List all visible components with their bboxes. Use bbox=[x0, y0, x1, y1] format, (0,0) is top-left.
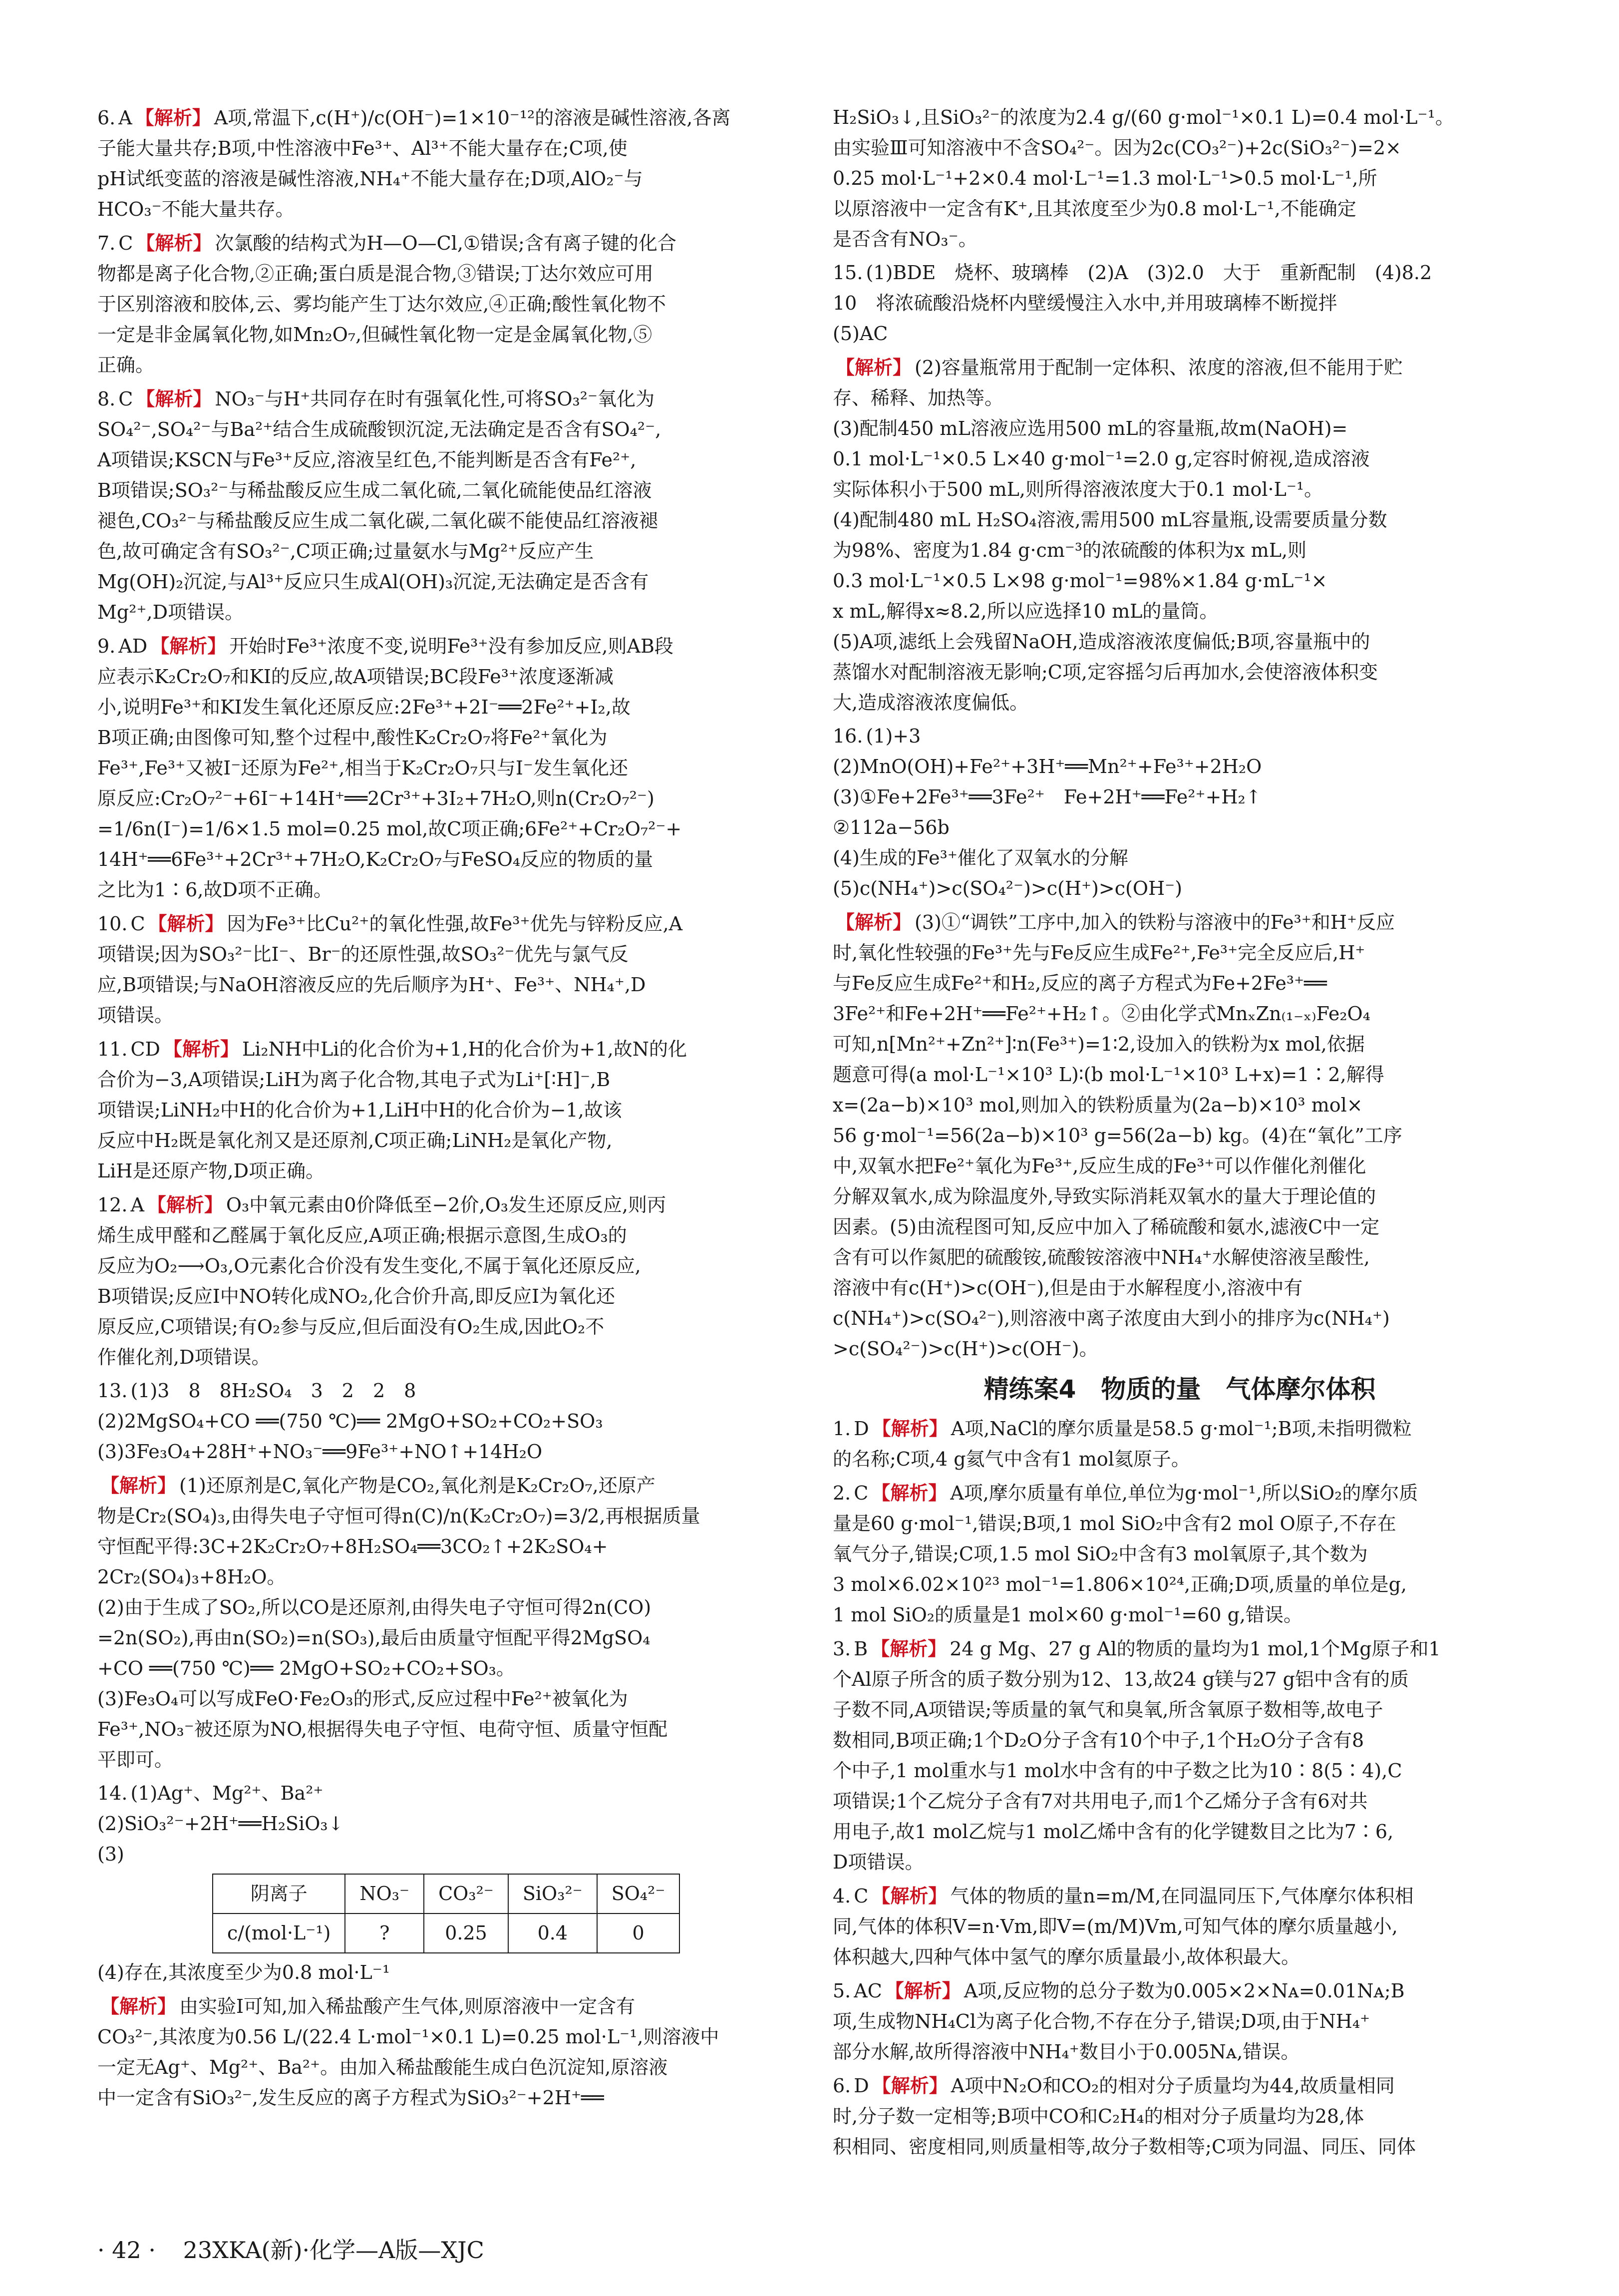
answer-line bbox=[97, 228, 791, 259]
text-line: (4)生成的Fe³⁺催化了双氧水的分解 bbox=[833, 847, 1128, 869]
ion-table bbox=[212, 1874, 680, 1953]
section-title: 精练案4 物质的量 气体摩尔体积 bbox=[983, 1375, 1376, 1404]
text-line: 开始时Fe³⁺浓度不变,说明Fe³⁺没有参加反应,则AB段 bbox=[229, 635, 673, 657]
right-items bbox=[833, 102, 1527, 1364]
text-line: 部分水解,故所得溶液中NH₄⁺数目小于0.005Nᴀ,错误。 bbox=[833, 2041, 1300, 2063]
ion-table-header: NO₃⁻ bbox=[345, 1874, 424, 1913]
text-line: 与Fe反应生成Fe²⁺和H₂,反应的离子方程式为Fe+2Fe³⁺══ bbox=[833, 972, 1327, 994]
text-line: D项错误。 bbox=[833, 1851, 924, 1873]
text-line: B项正确;由图像可知,整个过程中,酸性K₂Cr₂O₇将Fe²⁺氧化为 bbox=[97, 727, 608, 749]
text-line: SO₄²⁻,SO₄²⁻与Ba²⁺结合生成硫酸钡沉淀,无法确定是否含有SO₄²⁻, bbox=[97, 418, 661, 440]
text-line: 物是Cr₂(SO₄)₃,由得失电子守恒可得n(C)/n(K₂Cr₂O₇)=3/2,再根据质量 bbox=[97, 1505, 700, 1527]
text-line: Li₂NH中Li的化合价为+1,H的化合价为+1,故N的化 bbox=[242, 1038, 687, 1060]
text-line: 之比为1∶6,故D项不正确。 bbox=[97, 879, 332, 901]
text-line: 为98%、密度为1.84 g·cm⁻³的浓硫酸的体积为x mL,则 bbox=[833, 539, 1307, 561]
text-line: A项,常温下,c(H⁺)/c(OH⁻)=1×10⁻¹²的溶液是碱性溶液,各离 bbox=[214, 107, 731, 129]
answer-item bbox=[97, 1189, 791, 1373]
answer-key: AD bbox=[118, 635, 148, 657]
text-line: Fe³⁺,Fe³⁺又被I⁻还原为Fe²⁺,相当于K₂Cr₂O₇只与I⁻发生氧化还 bbox=[97, 757, 628, 779]
answer-line bbox=[833, 102, 1527, 133]
answer-item bbox=[833, 721, 1527, 904]
text-line: 的名称;C项,4 g氦气中含有1 mol氦原子。 bbox=[833, 1448, 1190, 1470]
answer-line bbox=[833, 1413, 1527, 1444]
text-line: 合价为−3,A项错误;LiH为离子化合物,其电子式为Li⁺[∶H]⁻,B bbox=[97, 1069, 611, 1091]
question-number: 3. bbox=[833, 1638, 851, 1660]
text-line: 体积越大,四种气体中氢气的摩尔质量最小,故体积最大。 bbox=[833, 1946, 1300, 1968]
text-line: 反应中H₂既是氧化剂又是还原剂,C项正确;LiNH₂是氧化产物, bbox=[97, 1130, 613, 1151]
question-number: 7. bbox=[97, 232, 116, 254]
ion-table-header: 阴离子 bbox=[213, 1874, 345, 1913]
answer-item bbox=[833, 258, 1527, 349]
text-line: 实际体积小于500 mL,则所得溶液浓度大于0.1 mol·L⁻¹。 bbox=[833, 478, 1323, 500]
text-line: 由实验Ⅲ可知溶液中不含SO₄²⁻。因为2c(CO₃²⁻)+2c(SiO₃²⁻)=2× bbox=[833, 137, 1401, 159]
text-line: (3)①Fe+2Fe³⁺══3Fe²⁺ Fe+2H⁺══Fe²⁺+H₂↑ bbox=[833, 786, 1262, 808]
text-line: 个中子,1 mol重水与1 mol水中含有的中子数之比为10∶8(5∶4),C bbox=[833, 1760, 1402, 1782]
ion-table-header-row bbox=[213, 1874, 679, 1913]
text-line: =2n(SO₂),再由n(SO₂)=n(SO₃),最后由质量守恒配平得2MgSO₄ bbox=[97, 1627, 650, 1649]
text-line: H₂SiO₃↓,且SiO₃²⁻的浓度为2.4 g/(60 g·mol⁻¹×0.1 L)=0.4 mol·L⁻¹。 bbox=[833, 106, 1454, 128]
text-line: 以原溶液中一定含有K⁺,且其浓度至少为0.8 mol·L⁻¹,不能确定 bbox=[833, 198, 1356, 220]
question-number: 10. bbox=[97, 913, 128, 935]
text-line: 14H⁺══6Fe³⁺+2Cr³⁺+7H₂O,K₂Cr₂O₇与FeSO₄反应的物质的量 bbox=[97, 848, 653, 870]
text-line: 0.1 mol·L⁻¹×0.5 L×40 g·mol⁻¹=2.0 g,定容时俯视,造成溶液 bbox=[833, 448, 1370, 470]
text-line: 原反应:Cr₂O₇²⁻+6I⁻+14H⁺══2Cr³⁺+3I₂+7H₂O,则n(Cr₂O₇²⁻) bbox=[97, 787, 654, 809]
text-line: 个Al原子所含的质子数分别为12、13,故24 g镁与27 g铝中含有的质 bbox=[833, 1668, 1409, 1690]
answer-line bbox=[833, 1881, 1527, 1912]
answer-line bbox=[97, 1957, 791, 1988]
text-line: 时,分子数一定相等;B项中CO和C₂H₄的相对分子质量均为28,体 bbox=[833, 2105, 1364, 2127]
answer-key: D bbox=[854, 1418, 869, 1440]
text-line: 小,说明Fe³⁺和KI发生氧化还原反应:2Fe³⁺+2I⁻══2Fe²⁺+I₂,故 bbox=[97, 696, 631, 718]
text-line: 56 g·mol⁻¹=56(2a−b)×10³ g=56(2a−b) kg。(4)在“氧化”工序 bbox=[833, 1125, 1402, 1147]
question-number: 1. bbox=[833, 1418, 851, 1440]
text-line: (5)c(NH₄⁺)>c(SO₄²⁻)>c(H⁺)>c(OH⁻) bbox=[833, 877, 1183, 899]
text-line: 气体的物质的量n=m/M,在同温同压下,气体摩尔体积相 bbox=[950, 1885, 1414, 1907]
text-line: 2Cr₂(SO₄)₃+8H₂O。 bbox=[97, 1566, 286, 1588]
book-code: 23XKA(新)·化学—A版—XJC bbox=[183, 2237, 484, 2264]
answer-item bbox=[97, 383, 791, 628]
answer-line bbox=[97, 1376, 791, 1406]
answer-line bbox=[833, 721, 1527, 752]
text-line: 项错误;LiNH₂中H的化合价为+1,LiH中H的化合价为−1,故该 bbox=[97, 1099, 622, 1121]
answer-key: CD bbox=[130, 1038, 160, 1060]
question-number: 13. bbox=[97, 1380, 128, 1402]
answer-line bbox=[97, 1470, 791, 1501]
text-line: (5)A项,滤纸上会残留NaOH,造成溶液浓度偏低;B项,容量瓶中的 bbox=[833, 631, 1370, 653]
answer-item bbox=[833, 2070, 1527, 2162]
question-number: 11. bbox=[97, 1038, 128, 1060]
text-line: pH试纸变蓝的溶液是碱性溶液,NH₄⁺不能大量存在;D项,AlO₂⁻与 bbox=[97, 168, 643, 190]
page-footer bbox=[97, 2232, 504, 2265]
text-line: 项错误。 bbox=[97, 1004, 174, 1026]
text-line: 存、稀释、加热等。 bbox=[833, 387, 1004, 409]
text-line: 项错误;1个乙烷分子含有7对共用电子,而1个乙烯分子含有6对共 bbox=[833, 1790, 1368, 1812]
analysis-tag: 【解析】 bbox=[150, 635, 227, 657]
text-line: (2)MnO(OH)+Fe²⁺+3H⁺══Mn²⁺+Fe³⁺+2H₂O bbox=[833, 756, 1262, 777]
text-line: 溶液中有c(H⁺)>c(OH⁻),但是由于水解程度小,溶液中有 bbox=[833, 1277, 1303, 1299]
answer-key: C bbox=[118, 232, 133, 254]
text-line: Mg(OH)₂沉淀,与Al³⁺反应只生成Al(OH)₃沉淀,无法确定是否含有 bbox=[97, 571, 649, 593]
text-line: (3)①“调铁”工序中,加入的铁粉与溶液中的Fe³⁺和H⁺反应 bbox=[915, 911, 1395, 933]
answer-line bbox=[833, 1633, 1527, 1664]
text-line: 可知,n[Mn²⁺+Zn²⁺]∶n(Fe³⁺)=1∶2,设加入的铁粉为x mol,依据 bbox=[833, 1033, 1365, 1055]
text-line: 3Fe²⁺和Fe+2H⁺══Fe²⁺+H₂↑。②由化学式MnₓZn₍₁₋ₓ₎Fe₂O₄ bbox=[833, 1003, 1370, 1025]
text-line: NO₃⁻与H⁺共同存在时有强氧化性,可将SO₃²⁻氧化为 bbox=[215, 388, 655, 410]
text-line: A项,反应物的总分子数为0.005×2×Nᴀ=0.01Nᴀ;B bbox=[964, 1980, 1405, 2002]
answer-item bbox=[833, 1633, 1527, 1878]
ion-table-cell: 0.25 bbox=[424, 1913, 508, 1953]
ion-table-header: SiO₃²⁻ bbox=[508, 1874, 597, 1913]
text-line: 氧气分子,错误;C项,1.5 mol SiO₂中含有3 mol氧原子,其个数为 bbox=[833, 1543, 1368, 1565]
text-line: 同,气体的体积V=n·Vm,即V=(m/M)Vm,可知气体的摩尔质量越小, bbox=[833, 1915, 1398, 1937]
text-line: 平即可。 bbox=[97, 1749, 174, 1771]
text-line: HCO₃⁻不能大量共存。 bbox=[97, 198, 295, 220]
analysis-tag: 【解析】 bbox=[100, 1474, 177, 1497]
question-number: 5. bbox=[833, 1980, 851, 2002]
text-line: (2)SiO₃²⁻+2H⁺══H₂SiO₃↓ bbox=[97, 1813, 344, 1835]
text-line: x mL,解得x≈8.2,所以应选择10 mL的量筒。 bbox=[833, 600, 1219, 622]
text-line: 题意可得(a mol·L⁻¹×10³ L)∶(b mol·L⁻¹×10³ L+x)=1∶2,解得 bbox=[833, 1064, 1384, 1086]
text-line: 一定是非金属氧化物,如Mn₂O₇,但碱性氧化物一定是金属氧化物,⑤ bbox=[97, 324, 652, 346]
text-line: (5)AC bbox=[833, 323, 888, 345]
analysis-tag: 【解析】 bbox=[836, 911, 912, 933]
question-number: 16. bbox=[833, 725, 863, 747]
text-line: ②112a−56b bbox=[833, 816, 950, 838]
ion-table-cell: 0 bbox=[597, 1913, 680, 1953]
answer-line bbox=[97, 102, 791, 133]
analysis-tag: 【解析】 bbox=[872, 1417, 948, 1440]
analysis-tag: 【解析】 bbox=[836, 356, 912, 379]
text-line: (3)3Fe₃O₄+28H⁺+NO₃⁻══9Fe³⁺+NO↑+14H₂O bbox=[97, 1441, 543, 1463]
answer-item bbox=[97, 1376, 791, 1467]
right-items-section bbox=[833, 1413, 1527, 2162]
text-line: B项错误;反应Ⅰ中NO转化成NO₂,化合价升高,即反应Ⅰ为氧化还 bbox=[97, 1285, 615, 1307]
text-line: Mg²⁺,D项错误。 bbox=[97, 601, 244, 623]
answer-item bbox=[97, 228, 791, 381]
text-line: 时,氧化性较强的Fe³⁺先与Fe反应生成Fe²⁺,Fe³⁺完全反应后,H⁺ bbox=[833, 942, 1365, 964]
ion-table-header: SO₄²⁻ bbox=[597, 1874, 680, 1913]
text-line: 含有可以作氮肥的硫酸铵,硫酸铵溶液中NH₄⁺水解使溶液呈酸性, bbox=[833, 1246, 1370, 1268]
answer-line bbox=[833, 352, 1527, 383]
text-line: A项,NaCl的摩尔质量是58.5 g·mol⁻¹;B项,未指明微粒 bbox=[951, 1418, 1412, 1440]
text-line: (1)还原剂是C,氧化产物是CO₂,氧化剂是K₂Cr₂O₇,还原产 bbox=[179, 1475, 655, 1497]
text-line: 反应为O₂⟶O₃,O元素化合价没有发生变化,不属于氧化还原反应, bbox=[97, 1255, 641, 1277]
analysis-tag: 【解析】 bbox=[871, 1482, 948, 1504]
text-line: 物都是离子化合物,②正确;蛋白质是混合物,③错误;丁达尔效应可用 bbox=[97, 263, 653, 285]
analysis-tag: 【解析】 bbox=[100, 1995, 177, 2017]
text-line: 量是60 g·mol⁻¹,错误;B项,1 mol SiO₂中含有2 mol O原子,不存在 bbox=[833, 1513, 1396, 1534]
answer-item bbox=[97, 102, 791, 225]
answer-item bbox=[97, 908, 791, 1031]
analysis-tag: 【解析】 bbox=[871, 1885, 948, 1907]
analysis-tag: 【解析】 bbox=[136, 232, 212, 254]
text-line: (3)Fe₃O₄可以写成FeO·Fe₂O₃的形式,反应过程中Fe²⁺被氧化为 bbox=[97, 1688, 628, 1710]
text-line: >c(SO₄²⁻)>c(H⁺)>c(OH⁻)。 bbox=[833, 1338, 1098, 1360]
answer-item bbox=[833, 1975, 1527, 2067]
text-line: A项错误;KSCN与Fe³⁺反应,溶液呈红色,不能判断是否含有Fe²⁺, bbox=[97, 449, 637, 471]
answer-item bbox=[97, 1991, 791, 2113]
answer-key: A bbox=[118, 107, 132, 129]
text-line: 中一定含有SiO₃²⁻,发生反应的离子方程式为SiO₃²⁻+2H⁺══ bbox=[97, 2087, 604, 2109]
text-line: 3 mol×6.02×10²³ mol⁻¹=1.806×10²⁴,正确;D项,质量的单位是g, bbox=[833, 1573, 1407, 1595]
answer-key: C bbox=[854, 1482, 869, 1504]
ion-table-header: CO₃²⁻ bbox=[424, 1874, 508, 1913]
text-line: 数相同,B项正确;1个D₂O分子含有10个中子,1个H₂O分子含有8 bbox=[833, 1729, 1364, 1751]
text-line: 原反应,C项错误;有O₂参与反应,但后面没有O₂生成,因此O₂不 bbox=[97, 1316, 605, 1338]
answer-key: (1)Ag⁺、Mg²⁺、Ba²⁺ bbox=[130, 1782, 324, 1804]
analysis-tag: 【解析】 bbox=[885, 1979, 961, 2002]
question-number: 6. bbox=[833, 2075, 851, 2097]
text-line: (3) bbox=[97, 1843, 124, 1865]
answer-item bbox=[97, 1778, 791, 1870]
text-line: 大,造成溶液浓度偏低。 bbox=[833, 692, 1029, 714]
answer-line bbox=[97, 631, 791, 662]
ion-table-cell: 0.4 bbox=[508, 1913, 597, 1953]
answer-line bbox=[97, 908, 791, 939]
answer-item bbox=[97, 1470, 791, 1775]
text-line: (3)配制450 mL溶液应选用500 mL的容量瓶,故m(NaOH)= bbox=[833, 417, 1348, 439]
text-line: 因为Fe³⁺比Cu²⁺的氧化性强,故Fe³⁺优先与锌粉反应,A bbox=[227, 913, 683, 935]
answer-line bbox=[97, 383, 791, 414]
text-line: B项错误;SO₃²⁻与稀盐酸反应生成二氧化硫,二氧化硫能使品红溶液 bbox=[97, 479, 652, 501]
text-line: (4)配制480 mL H₂SO₄溶液,需用500 mL容量瓶,设需要质量分数 bbox=[833, 509, 1387, 531]
text-line: (2)2MgSO₄+CO ══(750 ℃)══ 2MgO+SO₂+CO₂+SO₃ bbox=[97, 1410, 603, 1432]
text-line: 蒸馏水对配制溶液无影响;C项,定容摇匀后再加水,会使溶液体积变 bbox=[833, 661, 1378, 683]
right-column bbox=[833, 102, 1527, 2165]
analysis-tag: 【解析】 bbox=[147, 1193, 223, 1216]
text-line: 作催化剂,D项错误。 bbox=[97, 1346, 271, 1368]
text-line: Fe³⁺,NO₃⁻被还原为NO,根据得失电子守恒、电荷守恒、质量守恒配 bbox=[97, 1718, 668, 1740]
answer-key: D bbox=[854, 2075, 869, 2097]
left-column bbox=[97, 102, 791, 2116]
question-number: 14. bbox=[97, 1782, 128, 1804]
text-line: 24 g Mg、27 g Al的物质的量均为1 mol,1个Mg原子和1 bbox=[950, 1638, 1441, 1660]
text-line: 是否含有NO₃⁻。 bbox=[833, 228, 977, 250]
question-number: 4. bbox=[833, 1885, 851, 1907]
text-line: x=(2a−b)×10³ mol,则加入的铁粉质量为(2a−b)×10³ mol× bbox=[833, 1094, 1363, 1116]
ion-table-cell: c/(mol·L⁻¹) bbox=[213, 1913, 345, 1953]
question-number: 6. bbox=[97, 107, 116, 129]
answer-key: C bbox=[854, 1885, 869, 1907]
text-line: 子数不同,A项错误;等质量的氧气和臭氧,所含氧原子数相等,故电子 bbox=[833, 1699, 1383, 1721]
text-line: 项,生成物NH₄Cl为离子化合物,不存在分子,错误;D项,由于NH₄⁺ bbox=[833, 2010, 1370, 2032]
answer-key: A bbox=[130, 1194, 144, 1216]
question-number: 2. bbox=[833, 1482, 851, 1504]
text-line: 由实验Ⅰ可知,加入稀盐酸产生气体,则原溶液中一定含有 bbox=[179, 1995, 636, 2017]
text-line: A项,摩尔质量有单位,单位为g·mol⁻¹,所以SiO₂的摩尔质 bbox=[950, 1482, 1418, 1504]
answer-key: C bbox=[130, 913, 145, 935]
page-number: · 42 · bbox=[97, 2237, 156, 2264]
answer-key: B bbox=[854, 1638, 868, 1660]
text-line: 分解双氧水,成为除温度外,导致实际消耗双氧水的量大于理论值的 bbox=[833, 1185, 1376, 1207]
text-line: 于区别溶液和胶体,云、雾均能产生丁达尔效应,④正确;酸性氧化物不 bbox=[97, 293, 666, 315]
answer-key: (1)BDE 烧杯、玻璃棒 (2)A (3)2.0 大于 重新配制 (4)8.2 bbox=[866, 262, 1432, 284]
analysis-tag: 【解析】 bbox=[135, 106, 211, 129]
ion-table-cell: ? bbox=[345, 1913, 424, 1953]
answer-line bbox=[97, 1189, 791, 1220]
answer-line bbox=[833, 1478, 1527, 1509]
answer-item bbox=[833, 1881, 1527, 1972]
analysis-tag: 【解析】 bbox=[136, 387, 212, 410]
answer-item bbox=[97, 1034, 791, 1186]
answer-key: C bbox=[118, 388, 133, 410]
text-line: 子能大量共存;B项,中性溶液中Fe³⁺、Al³⁺不能大量存在;C项,使 bbox=[97, 137, 628, 159]
answer-key: (1)3 8 8H₂SO₄ 3 2 2 8 bbox=[130, 1380, 416, 1402]
text-line: 中,双氧水把Fe²⁺氧化为Fe³⁺,反应生成的Fe³⁺可以作催化剂催化 bbox=[833, 1155, 1366, 1177]
text-line: 正确。 bbox=[97, 354, 155, 376]
text-line: CO₃²⁻,其浓度为0.56 L/(22.4 L·mol⁻¹×0.1 L)=0.25 mol·L⁻¹,则溶液中 bbox=[97, 2026, 719, 2048]
text-line: 守恒配平得:3C+2K₂Cr₂O₇+8H₂SO₄══3CO₂↑+2K₂SO₄+ bbox=[97, 1535, 608, 1557]
text-line: (2)由于生成了SO₂,所以CO是还原剂,由得失电子守恒可得2n(CO) bbox=[97, 1596, 651, 1618]
analysis-tag: 【解析】 bbox=[163, 1038, 239, 1060]
question-number: 12. bbox=[97, 1194, 128, 1216]
text-line: (2)容量瓶常用于配制一定体积、浓度的溶液,但不能用于贮 bbox=[915, 357, 1403, 379]
analysis-tag: 【解析】 bbox=[872, 2074, 948, 2097]
text-line: 烯生成甲醛和乙醛属于氧化反应,A项正确;根据示意图,生成O₃的 bbox=[97, 1224, 627, 1246]
answer-item bbox=[833, 1413, 1527, 1475]
ion-table-value-row bbox=[213, 1913, 679, 1953]
text-line: 积相同、密度相同,则质量相等,故分子数相等;C项为同温、同压、同体 bbox=[833, 2136, 1416, 2158]
text-line: c(NH₄⁺)>c(SO₄²⁻),则溶液中离子浓度由大到小的排序为c(NH₄⁺) bbox=[833, 1307, 1390, 1329]
answer-item bbox=[833, 102, 1527, 255]
text-line: 0.3 mol·L⁻¹×0.5 L×98 g·mol⁻¹=98%×1.84 g·mL⁻¹× bbox=[833, 570, 1327, 592]
left-items bbox=[97, 102, 791, 1870]
text-line: 色,故可确定含有SO₃²⁻,C项正确;过量氨水与Mg²⁺反应产生 bbox=[97, 540, 594, 562]
text-line: 应,B项错误;与NaOH溶液反应的先后顺序为H⁺、Fe³⁺、NH₄⁺,D bbox=[97, 974, 646, 996]
question-number: 8. bbox=[97, 388, 116, 410]
text-line: O₃中氧元素由0价降低至−2价,O₃发生还原反应,则丙 bbox=[226, 1194, 666, 1216]
answer-item bbox=[833, 1478, 1527, 1630]
text-line: (4)存在,其浓度至少为0.8 mol·L⁻¹ bbox=[97, 1961, 390, 1983]
text-line: 应表示K₂Cr₂O₇和KI的反应,故A项错误;BC段Fe³⁺浓度逐渐减 bbox=[97, 666, 614, 688]
answer-item bbox=[97, 1957, 791, 1988]
analysis-tag: 【解析】 bbox=[871, 1637, 947, 1660]
answer-line bbox=[833, 907, 1527, 938]
answer-item bbox=[833, 352, 1527, 718]
answer-item bbox=[833, 907, 1527, 1364]
text-line: 次氯酸的结构式为H—O—Cl,①错误;含有离子键的化合 bbox=[215, 232, 676, 254]
text-line: 1 mol SiO₂的质量是1 mol×60 g·mol⁻¹=60 g,错误。 bbox=[833, 1604, 1303, 1626]
text-line: 10 将浓硫酸沿烧杯内壁缓慢注入水中,并用玻璃棒不断搅拌 bbox=[833, 292, 1337, 314]
answer-line bbox=[97, 1034, 791, 1065]
text-line: LiH是还原产物,D项正确。 bbox=[97, 1160, 325, 1182]
answer-line bbox=[97, 1991, 791, 2022]
answer-line bbox=[833, 1975, 1527, 2006]
text-line: +CO ══(750 ℃)══ 2MgO+SO₂+CO₂+SO₃。 bbox=[97, 1657, 515, 1679]
left-items-after-table bbox=[97, 1957, 791, 2113]
answer-key: (1)+3 bbox=[866, 725, 921, 747]
answer-item bbox=[97, 631, 791, 905]
text-line: 褪色,CO₃²⁻与稀盐酸反应生成二氧化碳,二氧化碳不能使品红溶液褪 bbox=[97, 510, 658, 532]
text-line: 项错误;因为SO₃²⁻比I⁻、Br⁻的还原性强,故SO₃²⁻优先与氯气反 bbox=[97, 943, 629, 965]
text-line: A项中N₂O和CO₂的相对分子质量均为44,故质量相同 bbox=[951, 2075, 1395, 2097]
question-number: 15. bbox=[833, 262, 863, 284]
answer-line bbox=[833, 258, 1527, 288]
analysis-tag: 【解析】 bbox=[148, 912, 224, 935]
text-line: =1/6n(I⁻)=1/6×1.5 mol=0.25 mol,故C项正确;6Fe²⁺+Cr₂O₇²⁻+ bbox=[97, 818, 682, 840]
answer-key: AC bbox=[854, 1980, 882, 2002]
answer-line bbox=[833, 2070, 1527, 2101]
question-number: 9. bbox=[97, 635, 116, 657]
answer-line bbox=[97, 1778, 791, 1809]
text-line: 0.25 mol·L⁻¹+2×0.4 mol·L⁻¹=1.3 mol·L⁻¹>0.5 mol·L⁻¹,所 bbox=[833, 167, 1377, 189]
text-line: 一定无Ag⁺、Mg²⁺、Ba²⁺。由加入稀盐酸能生成白色沉淀知,原溶液 bbox=[97, 2056, 668, 2078]
text-line: 用电子,故1 mol乙烷与1 mol乙烯中含有的化学键数目之比为7∶6, bbox=[833, 1821, 1394, 1843]
text-line: 因素。(5)由流程图可知,反应中加入了稀硫酸和氨水,滤液C中一定 bbox=[833, 1216, 1380, 1238]
